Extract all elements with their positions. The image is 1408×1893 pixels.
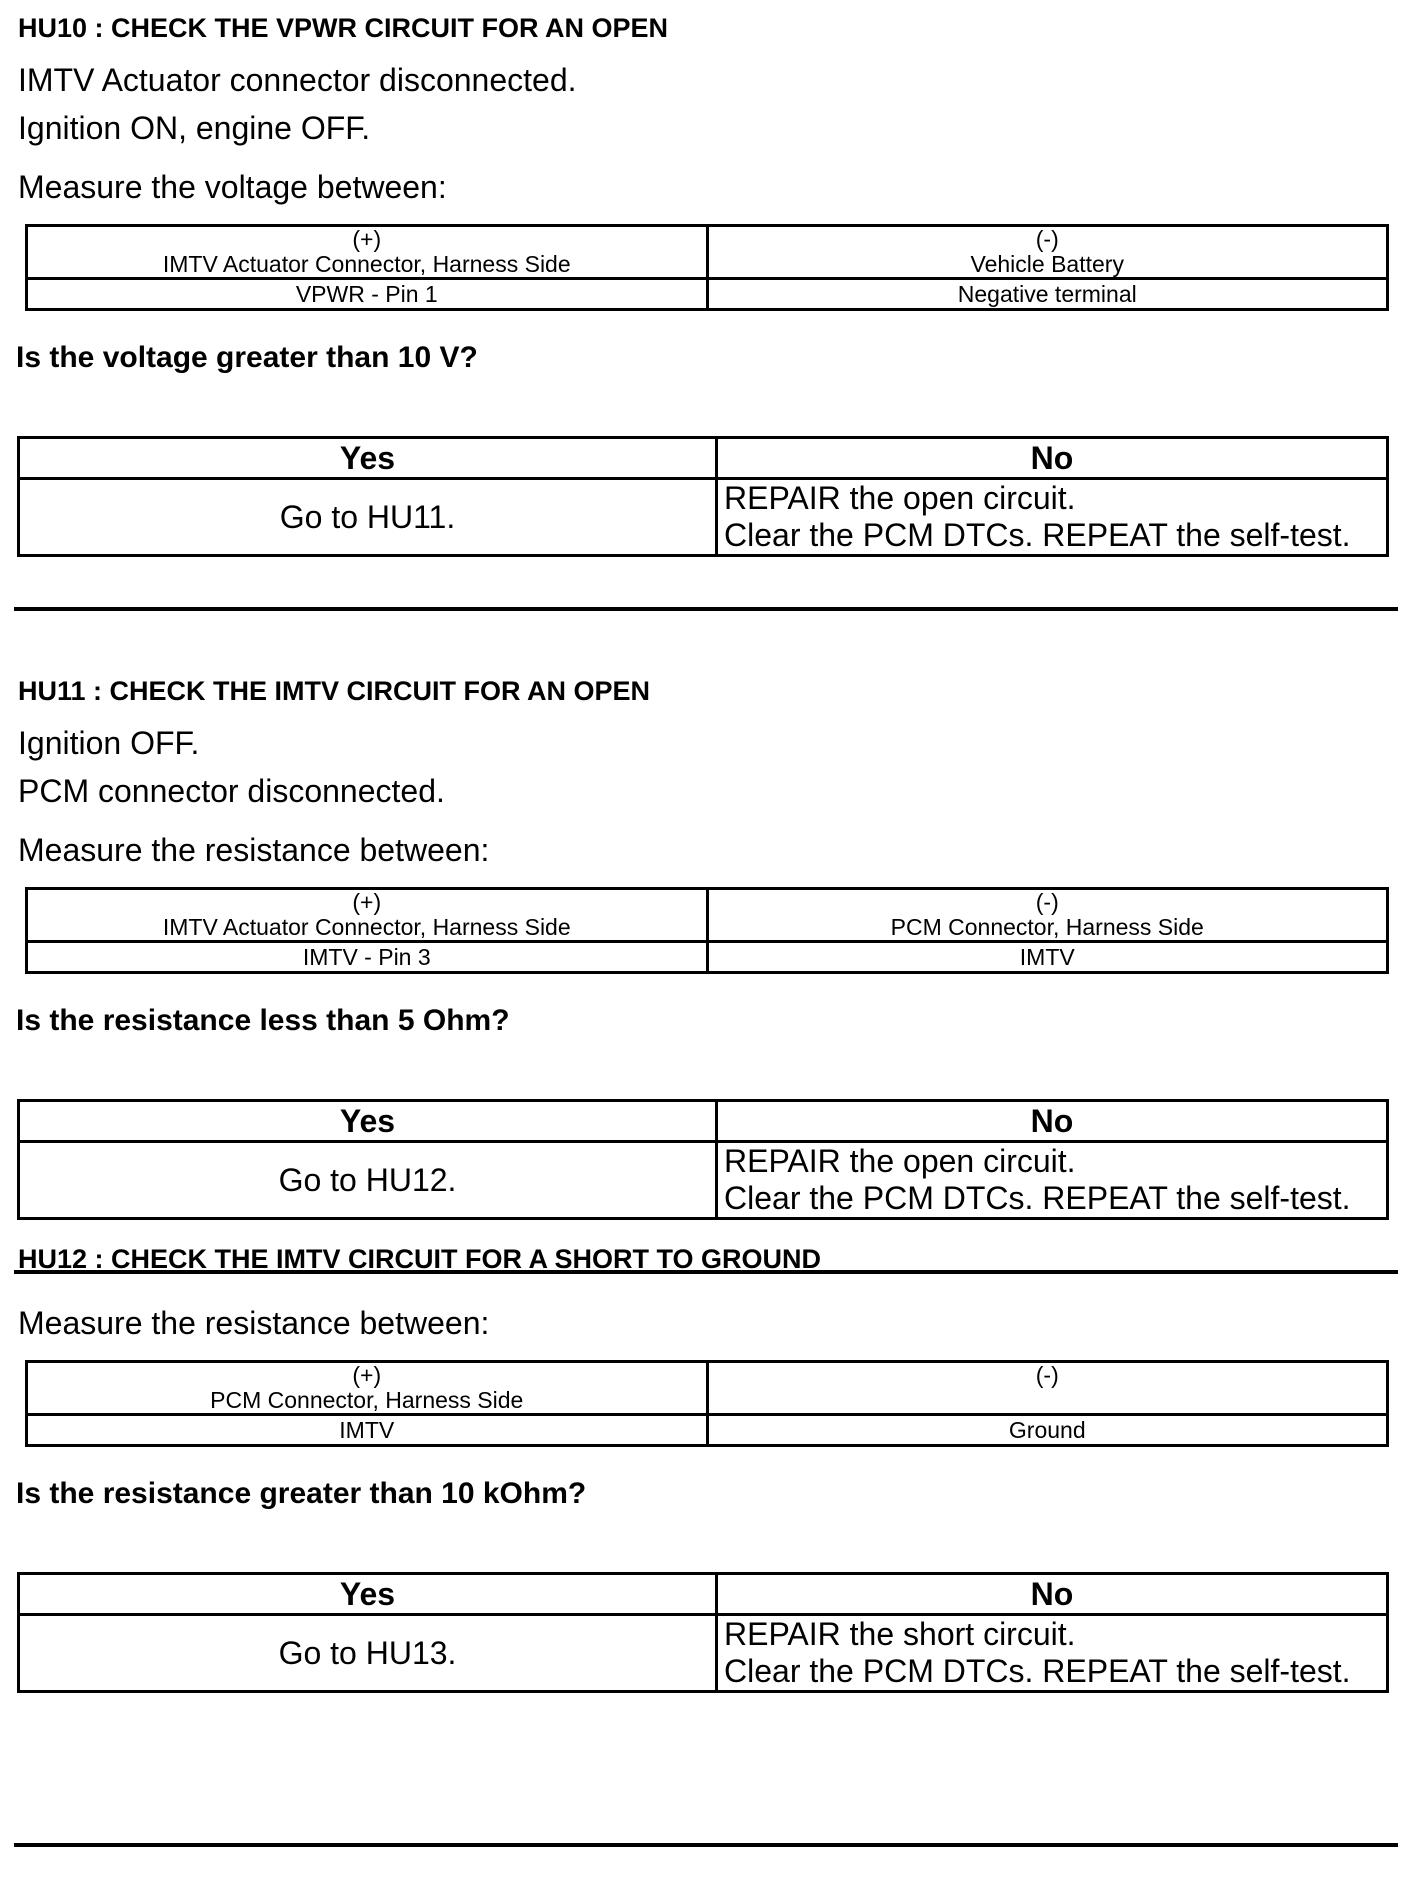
no-action-line: Clear the PCM DTCs. REPEAT the self-test. — [724, 1653, 1351, 1689]
minus-header-cell — [707, 889, 1388, 942]
yes-no-table — [17, 1099, 1389, 1220]
section-title: HU11 : CHECK THE IMTV CIRCUIT FOR AN OPEN — [18, 676, 651, 706]
minus-label — [709, 1388, 1387, 1413]
no-action — [717, 1142, 1388, 1219]
measure-label: Measure the voltage between: — [18, 169, 447, 205]
plus-header-cell — [27, 226, 708, 279]
section-divider — [14, 1843, 1398, 1847]
question: Is the resistance greater than 10 kOhm? — [16, 1477, 587, 1510]
section-hu12 — [0, 1231, 1408, 1893]
yes-header: Yes — [19, 1574, 717, 1615]
section-title: HU10 : CHECK THE VPWR CIRCUIT FOR AN OPEN — [18, 13, 669, 43]
no-header: No — [717, 438, 1388, 479]
minus-header-cell — [707, 226, 1388, 279]
yes-action: Go to HU11. — [19, 479, 717, 556]
no-action-line: REPAIR the open circuit. — [724, 480, 1076, 516]
measurement-table — [25, 887, 1389, 974]
question: Is the voltage greater than 10 V? — [16, 341, 478, 374]
condition-line: Ignition ON, engine OFF. — [18, 110, 371, 146]
no-action — [717, 479, 1388, 556]
plus-header-cell — [27, 1362, 708, 1415]
yes-action: Go to HU13. — [19, 1615, 717, 1692]
plus-label: IMTV Actuator Connector, Harness Side — [162, 914, 571, 940]
section-hu11 — [0, 663, 1408, 1325]
no-action-line: Clear the PCM DTCs. REPEAT the self-test. — [724, 517, 1351, 553]
plus-sign: (+) — [352, 1362, 382, 1388]
section-title: HU12 : CHECK THE IMTV CIRCUIT FOR A SHORT TO GROUND — [18, 1244, 822, 1274]
yes-action: Go to HU12. — [19, 1142, 717, 1219]
no-action-line: REPAIR the open circuit. — [724, 1143, 1076, 1179]
minus-value: IMTV — [707, 942, 1388, 973]
plus-sign: (+) — [352, 889, 382, 915]
no-action — [717, 1615, 1388, 1692]
question: Is the resistance less than 5 Ohm? — [16, 1004, 510, 1037]
minus-label: Vehicle Battery — [970, 251, 1124, 277]
yes-header: Yes — [19, 1101, 717, 1142]
minus-value: Ground — [707, 1415, 1388, 1446]
no-header: No — [717, 1101, 1388, 1142]
section-hu10 — [0, 0, 1408, 662]
minus-sign: (-) — [1035, 226, 1059, 252]
measurement-table — [25, 224, 1389, 311]
measure-label: Measure the resistance between: — [18, 832, 490, 868]
condition-line: PCM connector disconnected. — [18, 773, 445, 809]
plus-value: IMTV - Pin 3 — [27, 942, 708, 973]
yes-no-table — [17, 436, 1389, 557]
minus-sign: (-) — [1035, 889, 1059, 915]
no-action-line: REPAIR the short circuit. — [724, 1616, 1076, 1652]
section-divider — [14, 607, 1398, 611]
no-header: No — [717, 1574, 1388, 1615]
measure-label: Measure the resistance between: — [18, 1305, 490, 1341]
no-action-line: Clear the PCM DTCs. REPEAT the self-test. — [724, 1180, 1351, 1216]
minus-sign: (-) — [1035, 1362, 1059, 1388]
condition-line: Ignition OFF. — [18, 725, 200, 761]
plus-sign: (+) — [352, 226, 382, 252]
minus-label: PCM Connector, Harness Side — [890, 914, 1204, 940]
condition-line: IMTV Actuator connector disconnected. — [18, 62, 577, 98]
yes-header: Yes — [19, 438, 717, 479]
yes-no-table — [17, 1572, 1389, 1693]
minus-value: Negative terminal — [707, 279, 1388, 310]
plus-label: PCM Connector, Harness Side — [210, 1387, 524, 1413]
plus-value: IMTV — [27, 1415, 708, 1446]
plus-header-cell — [27, 889, 708, 942]
plus-label: IMTV Actuator Connector, Harness Side — [162, 251, 571, 277]
measurement-table — [25, 1360, 1389, 1447]
minus-header-cell — [707, 1362, 1388, 1415]
plus-value: VPWR - Pin 1 — [27, 279, 708, 310]
